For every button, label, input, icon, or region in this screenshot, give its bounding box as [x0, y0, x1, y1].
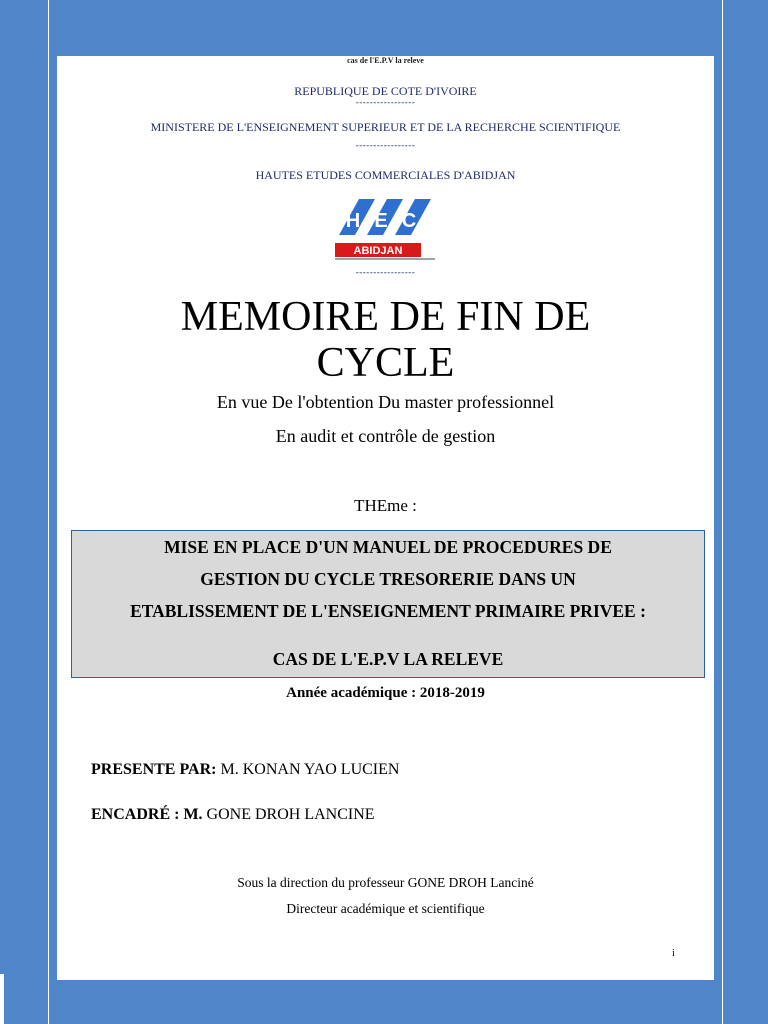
- presenter-name: M. KONAN YAO LUCIEN: [216, 761, 400, 778]
- separator: -----------------: [355, 267, 416, 277]
- subtitle-specialty: En audit et contrôle de gestion: [275, 426, 496, 446]
- bottom-blue-band: [0, 980, 768, 1024]
- running-header: cas de l'E.P.V la releve: [347, 56, 424, 65]
- theme-line: GESTION DU CYCLE TRESORERIE DANS UN: [200, 569, 576, 589]
- logo-letter: C: [401, 210, 417, 232]
- separator: -----------------: [355, 140, 416, 150]
- left-frame-line-bottom: [0, 974, 4, 1024]
- separator: -----------------: [355, 97, 416, 107]
- left-frame-line: [48, 0, 49, 1024]
- supervisor-name: GONE DROH LANCINE: [202, 806, 375, 823]
- document-page: [57, 56, 714, 980]
- presenter-line: [91, 761, 399, 779]
- theme-line: MISE EN PLACE D'UN MANUEL DE PROCEDURES DE: [164, 537, 612, 557]
- theme-box: [71, 530, 705, 678]
- direction-line: Sous la direction du professeur GONE DROH Lanciné: [237, 875, 534, 890]
- title-line: CYCLE: [316, 340, 455, 386]
- supervisor-line: [91, 806, 375, 824]
- hec-abidjan-logo: [329, 197, 439, 261]
- academic-year: Année académique : 2018-2019: [286, 685, 485, 701]
- theme-line: ETABLISSEMENT DE L'ENSEIGNEMENT PRIMAIRE PRIVEE :: [130, 601, 646, 621]
- director-title: Directeur académique et scientifique: [286, 901, 485, 916]
- top-blue-band: [0, 0, 768, 56]
- logo-city: ABIDJAN: [353, 245, 403, 257]
- supervisor-label: ENCADRÉ : M.: [91, 806, 203, 823]
- title-line: MEMOIRE DE FIN DE: [180, 294, 591, 340]
- republic-heading: REPUBLIQUE DE COTE D'IVOIRE: [294, 84, 477, 98]
- presenter-label: PRESENTE PAR:: [91, 761, 217, 778]
- right-frame-line: [722, 0, 723, 1024]
- theme-line: CAS DE L'E.P.V LA RELEVE: [272, 649, 504, 669]
- theme-label: THEme :: [354, 496, 417, 515]
- logo-letter: E: [374, 210, 388, 232]
- page-number: i: [672, 948, 675, 959]
- subtitle-degree: En vue De l'obtention Du master professionnel: [216, 392, 555, 412]
- school-heading: HAUTES ETUDES COMMERCIALES D'ABIDJAN: [255, 168, 516, 182]
- logo-letter: H: [345, 210, 361, 232]
- document-title: [57, 294, 714, 386]
- ministry-heading: MINISTERE DE L'ENSEIGNEMENT SUPERIEUR ET DE LA RECHERCHE SCIENTIFIQUE: [150, 120, 621, 134]
